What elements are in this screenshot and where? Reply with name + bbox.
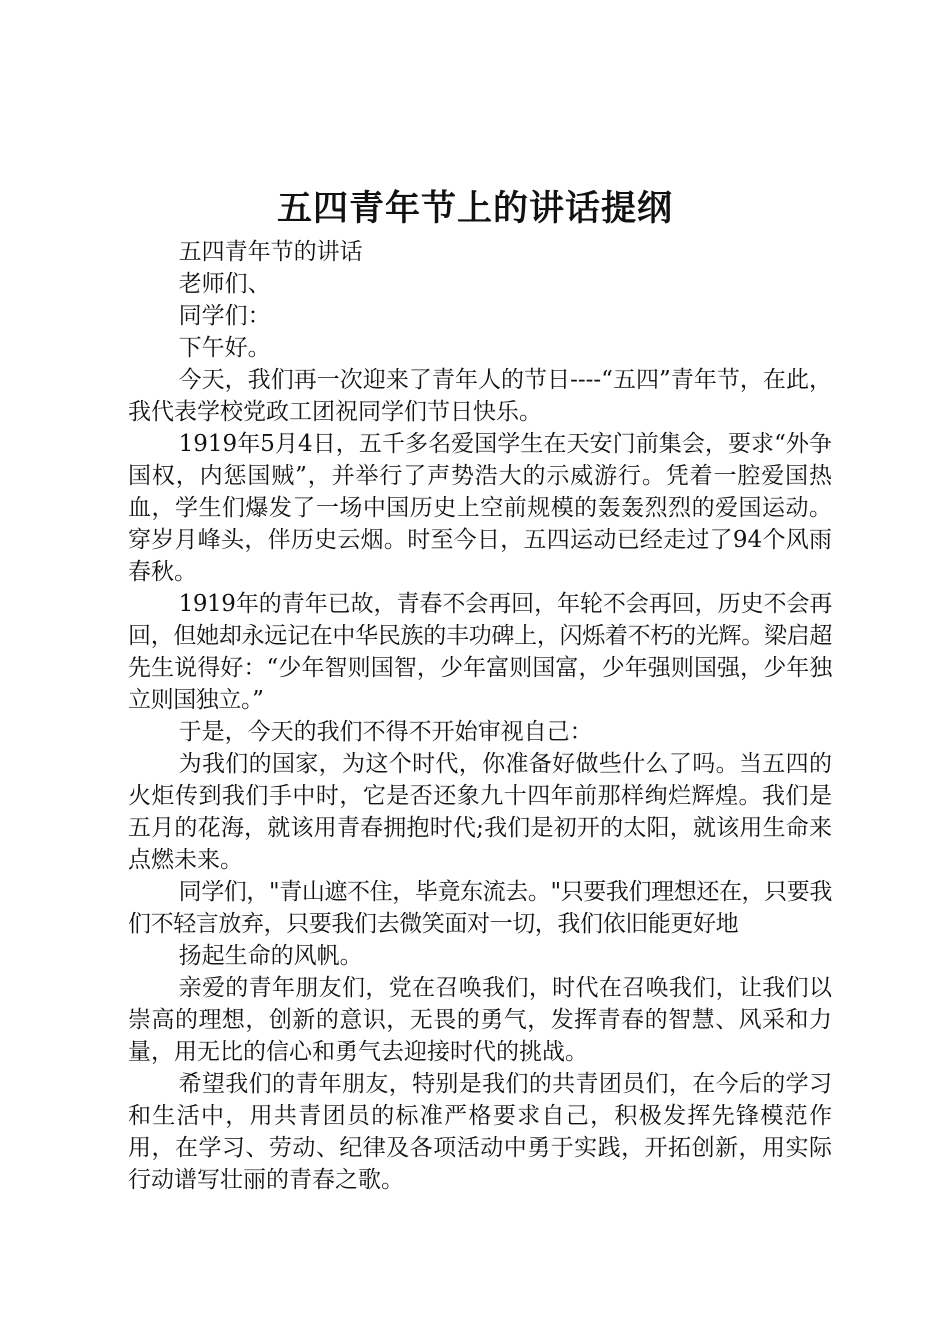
paragraph-body: 今天，我们再一次迎来了青年人的节日----“五四”青年节，在此，我代表学校党政工团祝同学们节日快乐。: [128, 367, 832, 425]
paragraph-salutation-teachers: 老师们、: [178, 271, 271, 297]
document-title: 五四青年节上的讲话提纲: [276, 189, 673, 229]
paragraph-heading: 五四青年节的讲话: [178, 239, 363, 265]
paragraph-body: 1919年的青年已故，青春不会再回，年轮不会再回，历史不会再回，但她却永远记在中华民族的丰功碑上，闪烁着不朽的光辉。梁启超先生说得好：“少年智则国智，少年富则国富，少年强则国强，少年独立则国独立。”: [128, 591, 832, 713]
paragraph-body: 同学们，"青山遮不住，毕竟东流去。"只要我们理想还在，只要我们不轻言放弃，只要我们去微笑面对一切，我们依旧能更好地: [128, 879, 832, 937]
document-body: [128, 236, 832, 1196]
paragraph-salutation-students: 同学们：: [178, 303, 271, 329]
paragraph-body: 希望我们的青年朋友，特别是我们的共青团员们，在今后的学习和生活中，用共青团员的标准严格要求自己，积极发挥先锋模范作用，在学习、劳动、纪律及各项活动中勇于实践，开拓创新，用实际行动谱写壮丽的青春之歌。: [128, 1071, 832, 1193]
paragraph-body: 1919年5月4日，五千多名爱国学生在天安门前集会，要求“外争国权，内惩国贼”，并举行了声势浩大的示威游行。凭着一腔爱国热血，学生们爆发了一场中国历史上空前规模的轰轰烈烈的爱国运动。穿岁月峰头，伴历史云烟。时至今日，五四运动已经走过了94个风雨春秋。: [128, 431, 832, 585]
paragraph-body: 扬起生命的风帆。: [178, 943, 363, 969]
paragraph-body: 亲爱的青年朋友们，党在召唤我们，时代在召唤我们，让我们以崇高的理想，创新的意识，无畏的勇气，发挥青春的智慧、风采和力量，用无比的信心和勇气去迎接时代的挑战。: [128, 975, 832, 1065]
paragraph-body: 为我们的国家，为这个时代，你准备好做些什么了吗。当五四的火炬传到我们手中时，它是否还象九十四年前那样绚烂辉煌。我们是五月的花海，就该用青春拥抱时代;我们是初开的太阳，就该用生命来点燃未来。: [128, 751, 832, 873]
paragraph-greeting: 下午好。: [178, 335, 271, 361]
paragraph-body: 于是，今天的我们不得不开始审视自己：: [178, 719, 593, 745]
